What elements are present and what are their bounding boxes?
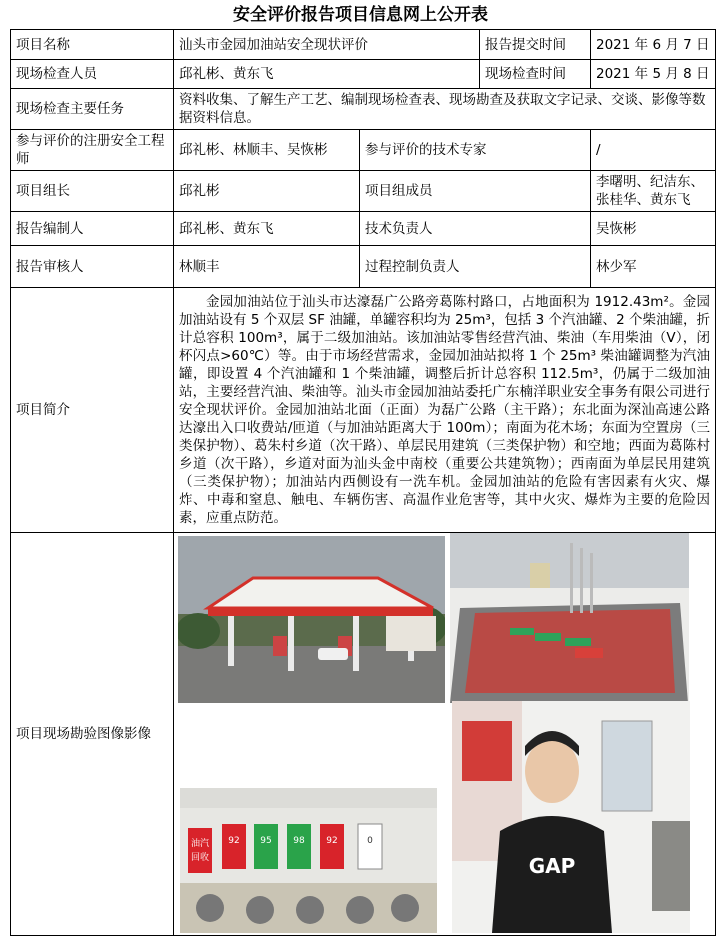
row-leader	[11, 171, 716, 212]
photos-cell	[174, 533, 716, 936]
svg-text:95: 95	[260, 836, 272, 846]
members-label: 项目组成员	[360, 171, 591, 212]
row-intro	[11, 288, 716, 533]
reviewer-value: 林顺丰	[174, 246, 360, 288]
engineers-label: 参与评价的注册安全工程师	[11, 130, 174, 171]
tech-lead-value: 吴恢彬	[591, 212, 716, 246]
row-reviewer	[11, 246, 716, 288]
process-lead-label: 过程控制负责人	[360, 246, 591, 288]
svg-text:92: 92	[228, 836, 240, 846]
members-value: 李曙明、纪洁东、张桂华、黄东飞	[591, 171, 716, 212]
inspectors-value: 邱礼彬、黄东飞	[174, 60, 480, 89]
svg-text:92: 92	[326, 836, 338, 846]
intro-text: 金园加油站位于汕头市达濠磊广公路旁葛陈村路口，占地面积为 1912.43m²。金园加油站设有 5 个双层 SF 油罐，单罐容积均为 25m³，包括 3 个汽油罐、2 个柴油罐，折计总容积 100m³，属于二级加油站。该加油站零售经营汽油、柴油（车用柴油（Ⅴ），闭杯闪点>60℃）等。由于市场经营需求，金园加油站拟将 1 个 25m³ 柴油罐调整为汽油罐，即设置 4 个汽油罐和 1 个柴油罐，调整后折计总容积 112.5m³，仍属于二级加油站，主要经营汽油、柴油等。汕头市金园加油站委托广东楠洋职业安全事务有限公司进行安全现状评价。金园加油站北面（正面）为磊广公路（主干路）；东北面为深汕高速公路达濠出入口收费站/匝道（与加油站距离大于 100m）；南面为花木场；东面为空置房（三类保护物）、葛朱村乡道（次干路）、单层民用建筑（三类保护物）和空地；西面为葛陈村乡道（次干路），乡道对面为汕头金中南校（重要公共建筑物）；西南面为单层民用建筑（三类保护物）；加油站内西侧设有一洗车机。金园加油站的危险有害因素有火灾、爆炸、中毒和窒息、触电、车辆伤害、高温作业危害等，其中火灾、爆炸为主要的危险因素，应重点防范。	[174, 288, 716, 533]
compiler-label: 报告编制人	[11, 212, 174, 246]
submit-date-value: 2021 年 6 月 7 日	[591, 30, 716, 60]
svg-text:98: 98	[293, 836, 305, 846]
process-lead-value: 林少军	[591, 246, 716, 288]
inspect-date-value: 2021 年 5 月 8 日	[591, 60, 716, 89]
row-tasks	[11, 89, 716, 130]
engineers-value: 邱礼彬、林顺丰、吴恢彬	[174, 130, 360, 171]
svg-text:GAP: GAP	[528, 854, 576, 878]
photo-tank-area	[450, 533, 689, 703]
inspect-date-label: 现场检查时间	[480, 60, 591, 89]
inspectors-label: 现场检查人员	[11, 60, 174, 89]
svg-text:回收: 回收	[190, 853, 210, 863]
row-compiler	[11, 212, 716, 246]
photo-inspector	[452, 701, 690, 933]
submit-date-label: 报告提交时间	[480, 30, 591, 60]
experts-value: /	[591, 130, 716, 171]
experts-label: 参与评价的技术专家	[360, 130, 591, 171]
reviewer-label: 报告审核人	[11, 246, 174, 288]
photos-label: 项目现场勘验图像影像	[11, 533, 174, 936]
page-title: 安全评价报告项目信息网上公开表	[233, 5, 488, 25]
project-name-label: 项目名称	[11, 30, 174, 60]
row-photos	[11, 533, 716, 936]
intro-label: 项目简介	[11, 288, 174, 533]
row-project-name	[11, 30, 716, 60]
row-inspectors	[11, 60, 716, 89]
tech-lead-label: 技术负责人	[360, 212, 591, 246]
svg-text:油汽: 油汽	[190, 839, 210, 849]
leader-label: 项目组长	[11, 171, 174, 212]
info-table	[10, 29, 716, 936]
tasks-value: 资料收集、了解生产工艺、编制现场检查表、现场勘查及获取文字记录、交谈、影像等数据资料信息。	[174, 89, 716, 130]
photo-station	[178, 536, 445, 703]
project-name-value: 汕头市金园加油站安全现状评价	[174, 30, 480, 60]
photo-signs	[180, 788, 437, 933]
tasks-label: 现场检查主要任务	[11, 89, 174, 130]
svg-text:0: 0	[367, 836, 373, 846]
row-engineers	[11, 130, 716, 171]
leader-value: 邱礼彬	[174, 171, 360, 212]
compiler-value: 邱礼彬、黄东飞	[174, 212, 360, 246]
